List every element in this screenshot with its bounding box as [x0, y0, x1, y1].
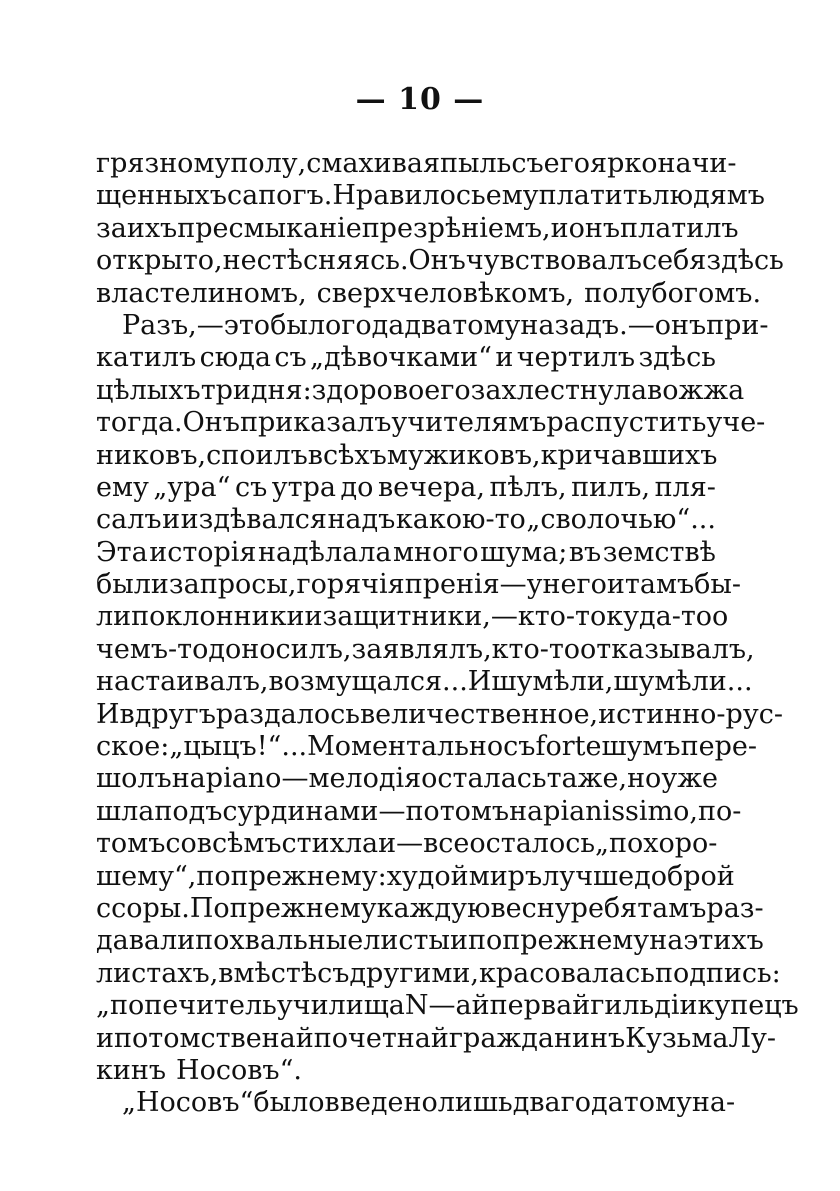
text-line — [96, 440, 716, 472]
word: три — [200, 374, 251, 406]
word: „по — [595, 828, 644, 860]
word: заявлялъ, — [351, 633, 492, 665]
text-line — [96, 860, 735, 893]
word: ему — [485, 180, 539, 212]
text-line — [96, 407, 766, 439]
text-line — [96, 633, 755, 666]
word: сурдинами — [222, 795, 379, 827]
word: совсѣмъ — [165, 828, 282, 860]
word: истинно-рус- — [598, 698, 783, 730]
word: „попечитель — [96, 990, 277, 1022]
text-line — [96, 795, 742, 828]
word: съ — [317, 957, 350, 989]
word: кричавшихъ — [540, 439, 718, 471]
word: и — [304, 601, 323, 633]
word: властелиномъ, — [96, 277, 307, 309]
text-line — [96, 1055, 716, 1087]
text-line — [96, 472, 716, 504]
word: вечера, — [377, 471, 485, 503]
word: учителямъ — [391, 407, 547, 439]
word: захлестнула — [470, 374, 648, 406]
word: вожжа — [647, 374, 745, 406]
word: Моментально — [307, 731, 504, 763]
word: за — [96, 212, 127, 244]
word: съ — [274, 342, 307, 374]
text-line — [96, 212, 739, 245]
text-line — [96, 1087, 736, 1119]
word: него — [542, 569, 607, 601]
word: шумѣли... — [613, 666, 753, 698]
word: бы- — [694, 569, 742, 601]
word: „ура“ — [153, 471, 231, 503]
word: piano—мелодія — [205, 763, 422, 795]
word: осталась — [421, 763, 547, 795]
word: тамъ — [624, 569, 695, 601]
word: листахъ, — [96, 957, 219, 989]
word: Разъ,—это — [122, 309, 271, 341]
word: себя — [641, 245, 707, 277]
text-line — [96, 957, 781, 990]
word: худой — [386, 860, 469, 892]
word: Кузьма — [625, 1022, 729, 1054]
text-line — [96, 342, 716, 374]
word: людямъ — [652, 180, 765, 212]
word: пресмыканіе — [177, 212, 362, 244]
word: два — [404, 309, 453, 341]
word: начи- — [657, 148, 737, 179]
word: по — [467, 925, 503, 957]
word: платилъ — [620, 212, 739, 244]
word: поклонники — [131, 601, 305, 633]
word: никовъ, — [96, 439, 207, 471]
word: прежнему: — [230, 860, 387, 892]
word: много — [392, 536, 479, 568]
word: съ — [503, 731, 536, 763]
word: открыто, — [96, 245, 223, 277]
word: тому — [452, 309, 521, 341]
word: прежнему — [502, 925, 650, 957]
word: возмущался... — [268, 666, 468, 698]
text-line — [96, 504, 716, 536]
word: гильдіи — [590, 990, 698, 1022]
word: лишь — [437, 1087, 513, 1119]
word: утра — [271, 471, 337, 503]
word: земствѣ — [602, 536, 716, 568]
word: полубогомъ. — [584, 277, 762, 309]
word: на- — [691, 1087, 736, 1119]
word: съ — [511, 148, 544, 179]
word: въ — [568, 536, 602, 568]
word: года — [341, 309, 405, 341]
word: полу, — [230, 148, 307, 179]
text-line — [96, 698, 783, 731]
word: горячія — [296, 569, 405, 601]
text-line — [96, 763, 719, 795]
word: не — [222, 245, 257, 277]
word: „дѣвочками“ — [310, 342, 492, 374]
word: Онъ — [408, 245, 466, 277]
word: шума; — [480, 536, 568, 568]
word: вмѣстѣ — [218, 957, 318, 989]
word: и — [550, 212, 569, 244]
word: ребятамъ — [570, 892, 707, 924]
text-line — [96, 1022, 777, 1055]
text-line — [96, 925, 764, 957]
text-line — [96, 569, 742, 601]
word: онъ — [568, 212, 621, 244]
word: ярко — [590, 148, 658, 179]
word: уче- — [706, 407, 766, 439]
word: дня: — [250, 374, 312, 406]
word: два — [512, 1087, 561, 1119]
word: отказывалъ, — [580, 633, 755, 665]
word: пилъ, — [571, 471, 651, 503]
word: кинъ — [96, 1054, 167, 1086]
text-line — [96, 828, 716, 860]
word: —потомъ — [378, 795, 510, 827]
word: N—ай — [404, 990, 490, 1022]
word: шему“, — [96, 860, 197, 892]
word: потомственай — [114, 1022, 314, 1054]
word: надѣлала — [257, 536, 392, 568]
word: шолъ — [96, 763, 172, 795]
word: тому — [623, 1087, 692, 1119]
word: на — [509, 795, 544, 827]
word: чувствовалъ — [465, 245, 642, 277]
word: пренія—у — [404, 569, 543, 601]
word: И — [96, 698, 120, 730]
word: презрѣніемъ, — [361, 212, 551, 244]
word: до — [340, 471, 374, 503]
word: издѣвался — [180, 504, 327, 536]
word: и — [96, 1022, 114, 1054]
word: назадъ.—онъ — [520, 309, 707, 341]
word: сюда — [199, 342, 271, 374]
word: защитники,—кто-то — [322, 601, 607, 633]
word: и — [449, 925, 468, 957]
word: исторія — [149, 536, 257, 568]
word: по- — [697, 795, 742, 827]
word: ли — [96, 601, 132, 633]
word: грязному — [96, 148, 231, 179]
word: мужиковъ, — [386, 439, 541, 471]
word: сапогъ. — [226, 180, 333, 212]
word: другими, — [349, 957, 479, 989]
word: куда-то — [606, 601, 713, 633]
text-line — [96, 990, 799, 1022]
text-line — [96, 731, 757, 763]
word: на — [171, 763, 206, 795]
word: кто-то — [491, 633, 581, 665]
word: шумѣли, — [491, 666, 614, 698]
word: миръ — [468, 860, 543, 892]
word: „Носовъ“ — [122, 1087, 254, 1119]
body-text — [96, 148, 799, 1120]
word: весну — [490, 892, 571, 924]
word: томъ — [96, 828, 166, 860]
word: „сволочью“... — [526, 504, 716, 536]
word: пѣлъ, — [489, 471, 567, 503]
word: и — [606, 569, 625, 601]
word: этихъ — [683, 925, 764, 957]
text-line — [96, 666, 753, 698]
word: запросы, — [168, 569, 297, 601]
word: здорово — [311, 374, 425, 406]
word: распустить — [546, 407, 707, 439]
word: пере- — [680, 731, 757, 763]
word: были — [96, 569, 169, 601]
text-line — [96, 374, 745, 407]
text-line — [96, 277, 762, 310]
word: Носовъ“. — [176, 1054, 302, 1086]
word: вдругъ — [119, 698, 216, 730]
word: съ — [234, 471, 268, 503]
word: гражданинъ — [448, 1022, 626, 1054]
word: чертилъ — [516, 342, 636, 374]
word: подъ — [154, 795, 223, 827]
word: пля- — [654, 471, 716, 503]
word: щенныхъ — [96, 180, 227, 212]
word: чемъ-то — [96, 633, 209, 665]
word: по — [196, 860, 231, 892]
word: почетнай — [313, 1022, 449, 1054]
word: Эта — [96, 536, 148, 568]
word: По — [189, 892, 230, 924]
word: здѣсь — [706, 245, 784, 277]
word: введено — [324, 1087, 438, 1119]
word: величественное, — [359, 698, 599, 730]
word: шла — [96, 795, 155, 827]
word: училища — [276, 990, 405, 1022]
text-line — [96, 601, 729, 633]
word: его — [543, 148, 591, 179]
page-number: — 10 — — [355, 82, 485, 117]
word: о — [712, 601, 729, 633]
text-line — [96, 309, 769, 342]
word: салъ — [96, 504, 162, 536]
text-line — [96, 180, 765, 212]
word: forte — [535, 731, 602, 763]
word: осталось — [469, 828, 596, 860]
word: Онъ — [182, 407, 240, 439]
word: его — [424, 374, 471, 406]
word: хоро- — [643, 828, 718, 860]
word: Лу- — [728, 1022, 777, 1054]
word: стихла — [281, 828, 379, 860]
text-line — [96, 537, 716, 569]
word: стѣсняясь. — [256, 245, 409, 277]
word: красовалась — [478, 957, 655, 989]
text-line — [96, 148, 737, 180]
word: всѣхъ — [307, 439, 387, 471]
word: раздалось — [215, 698, 360, 730]
word: цѣлыхъ — [96, 374, 201, 406]
word: Нравилось — [332, 180, 486, 212]
word: и — [495, 342, 514, 374]
word: при- — [706, 309, 769, 341]
word: шумъ — [601, 731, 681, 763]
word: года — [560, 1087, 624, 1119]
word: лучше — [542, 860, 635, 892]
word: смахивая — [306, 148, 440, 179]
word: доброй — [634, 860, 735, 892]
word: та — [546, 763, 578, 795]
word: пыль — [439, 148, 512, 179]
word: ское: — [96, 731, 170, 763]
word: первай — [489, 990, 591, 1022]
word: но — [627, 763, 662, 795]
word: катилъ — [96, 342, 197, 374]
word: раз- — [706, 892, 764, 924]
text-line — [96, 892, 764, 925]
word: ссоры. — [96, 892, 190, 924]
word: купецъ — [697, 990, 799, 1022]
word: каждую — [376, 892, 491, 924]
word: надъ — [327, 504, 396, 536]
word: И — [467, 666, 492, 698]
word: pianissimo, — [543, 795, 698, 827]
word: подпись: — [654, 957, 781, 989]
word: здѣсь — [638, 342, 716, 374]
word: на — [649, 925, 684, 957]
word: листы — [363, 925, 450, 957]
word: же, — [577, 763, 628, 795]
word: доносилъ, — [208, 633, 352, 665]
word: и — [162, 504, 181, 536]
word: и—все — [378, 828, 470, 860]
word: сверхчеловѣкомъ, — [316, 277, 575, 309]
word: тогда. — [96, 407, 183, 439]
word: платить — [538, 180, 653, 212]
word: было — [270, 309, 342, 341]
word: ему — [96, 471, 149, 503]
word: приказалъ — [239, 407, 392, 439]
word: давали — [96, 925, 196, 957]
text-line — [96, 245, 784, 277]
word: прежнему — [229, 892, 377, 924]
word: споилъ — [206, 439, 308, 471]
word: ихъ — [126, 212, 178, 244]
word: уже — [661, 763, 719, 795]
word: „цыцъ!“... — [169, 731, 308, 763]
word: похвальные — [195, 925, 364, 957]
word: было — [253, 1087, 325, 1119]
word: какою-то — [395, 504, 526, 536]
word: настаивалъ, — [96, 666, 269, 698]
